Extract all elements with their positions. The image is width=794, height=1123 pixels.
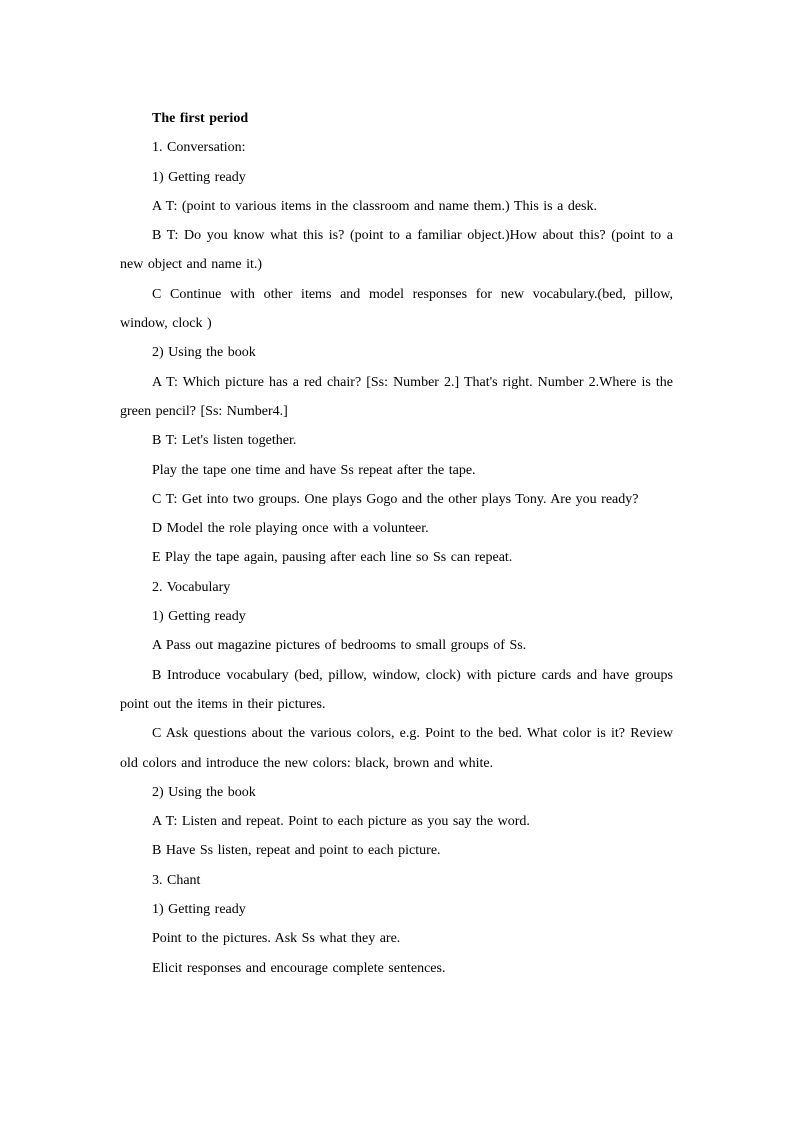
lesson-plan-body xyxy=(120,104,673,983)
subheading-using-book: 2) Using the book xyxy=(152,784,256,800)
section-title: The first period xyxy=(152,111,249,126)
step-paragraph: C T: Get into two groups. One plays Gogo and the other plays Tony. Are you ready? xyxy=(152,491,639,507)
step-paragraph: D Model the role playing once with a volunteer. xyxy=(152,521,429,537)
step-paragraph: Play the tape one time and have Ss repeat after the tape. xyxy=(152,462,476,478)
step-paragraph: C Continue with other items and model responses for new vocabulary.(bed, pillow, window, clock ) xyxy=(120,286,673,332)
step-paragraph: A T: (point to various items in the classroom and name them.) This is a desk. xyxy=(152,198,598,214)
subheading-getting-ready: 1) Getting ready xyxy=(152,609,246,625)
step-paragraph: B Have Ss listen, repeat and point to each picture. xyxy=(152,843,441,859)
step-paragraph: C Ask questions about the various colors, e.g. Point to the bed. What color is it? Review old colors and introduce the new colors: black, brown and white. xyxy=(120,726,673,771)
heading-vocabulary: 2. Vocabulary xyxy=(152,579,231,595)
step-paragraph: A T: Which picture has a red chair? [Ss: Number 2.] That's right. Number 2.Where is the green pencil? [Ss: Number4.] xyxy=(120,374,673,419)
step-paragraph: B T: Do you know what this is? (point to a familiar object.)How about this? (point to a new object and name it.) xyxy=(120,228,673,273)
step-paragraph: Point to the pictures. Ask Ss what they are. xyxy=(152,931,401,947)
subheading-getting-ready: 1) Getting ready xyxy=(152,902,246,918)
subheading-getting-ready: 1) Getting ready xyxy=(152,169,246,185)
step-paragraph: A Pass out magazine pictures of bedrooms to small groups of Ss. xyxy=(152,638,527,654)
heading-conversation: 1. Conversation: xyxy=(152,140,246,156)
step-paragraph: A T: Listen and repeat. Point to each picture as you say the word. xyxy=(152,814,530,830)
subheading-using-book: 2) Using the book xyxy=(152,345,256,361)
step-paragraph: B Introduce vocabulary (bed, pillow, window, clock) with picture cards and have groups point out the items in their pictures. xyxy=(120,667,673,712)
step-paragraph: B T: Let's listen together. xyxy=(152,433,297,449)
step-paragraph: Elicit responses and encourage complete sentences. xyxy=(152,960,446,976)
step-paragraph: E Play the tape again, pausing after each line so Ss can repeat. xyxy=(152,550,513,566)
heading-chant: 3. Chant xyxy=(152,872,201,888)
